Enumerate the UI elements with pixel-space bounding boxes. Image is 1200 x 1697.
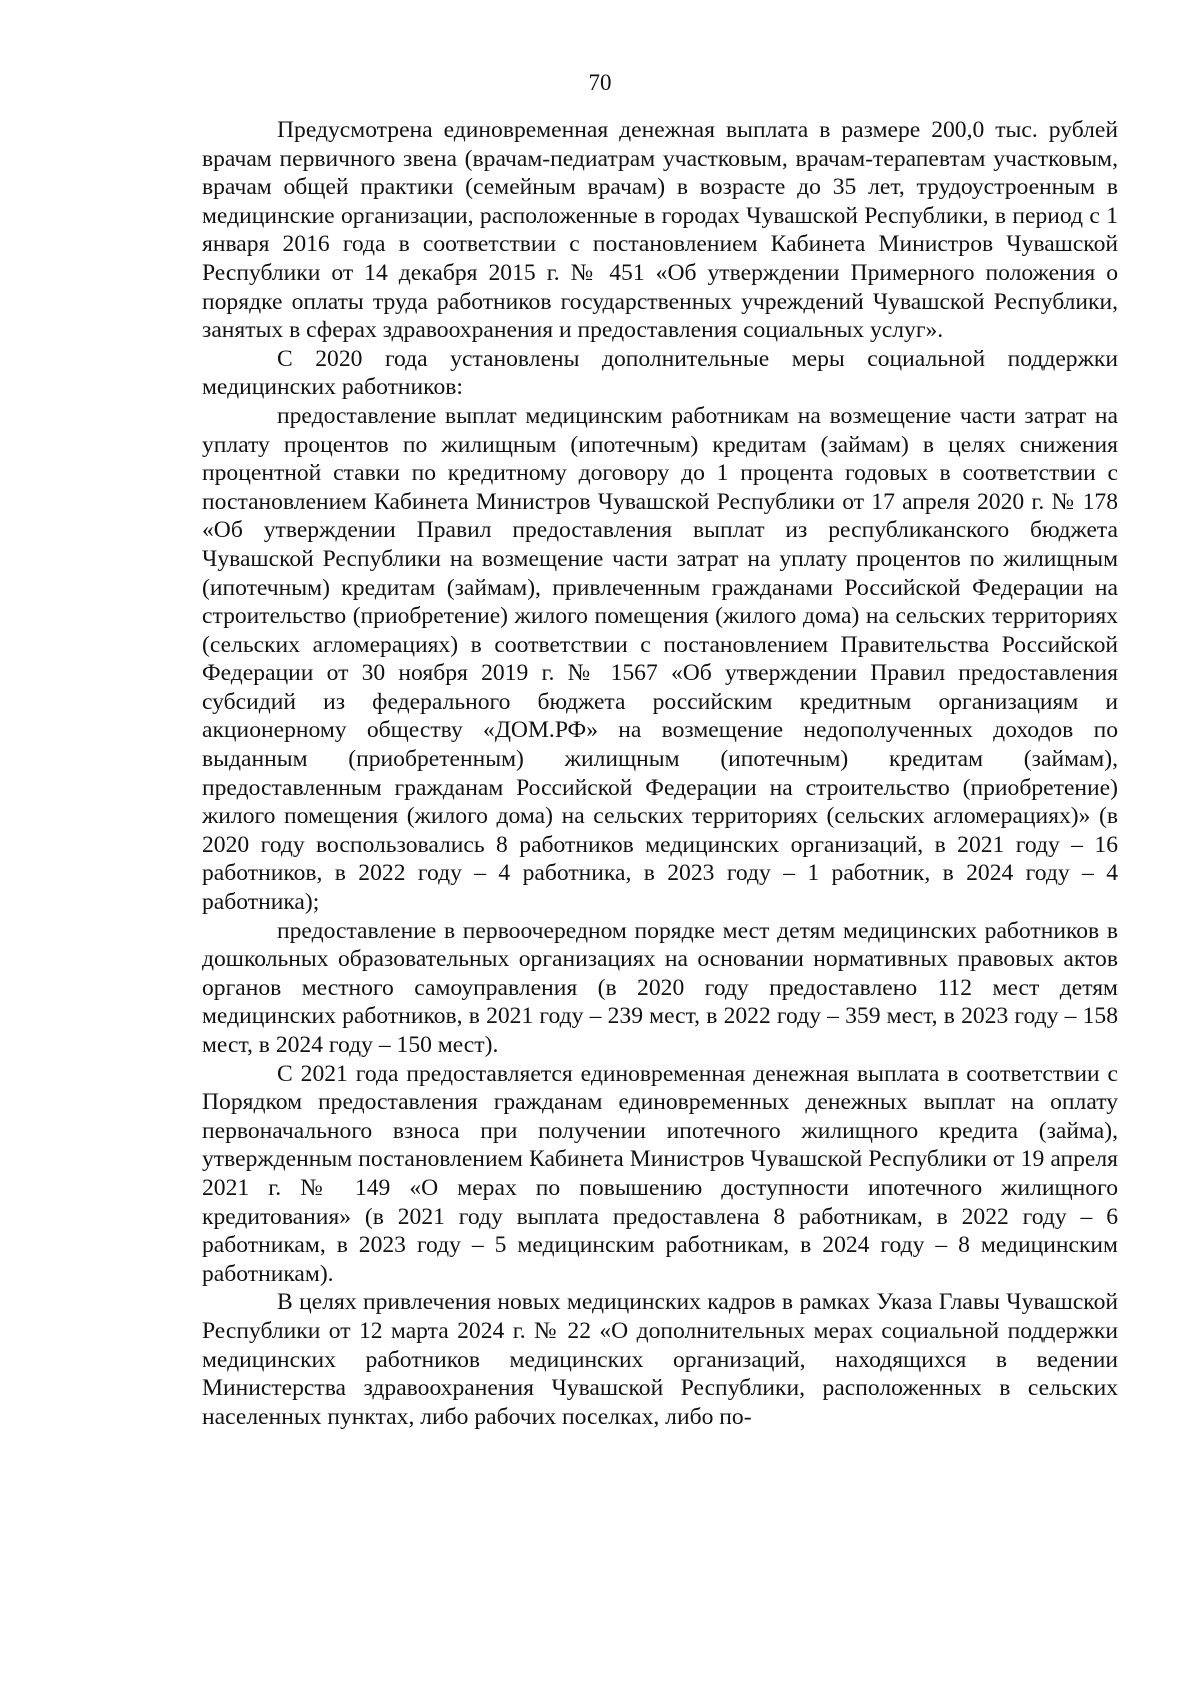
paragraph-additional-measures: С 2020 года установлены дополнительные меры социальной поддержки медицинских работников: [202, 345, 1118, 401]
paragraph-new-staff: В целях привлечения новых медицинских кадров в рамках Указа Главы Чувашской Республики от 12 марта 2024 г. № 22 «О дополнительных мерах социальной поддержки медицинских работников медицинских организаций, находящихся в ведении Министерства здравоохранения Чувашской Республики, расположенных в сельских населенных пунктах, либо рабочих поселках, либо по- [202, 1289, 1118, 1430]
paragraph-preschool-places: предоставление в первоочередном порядке мест детям медицинских работников в дошкольных образовательных организациях на основании нормативных правовых актов органов местного самоуправления (в 2020 году предоставлено 112 мест детям медицинских работников, в 2021 году – 239 мест, в 2022 году – 359 мест, в 2023 году – 158 мест, в 2024 году – 150 мест). [202, 917, 1118, 1058]
page-number: 70 [588, 70, 612, 95]
paragraph-down-payment: С 2021 года предоставляется единовременная денежная выплата в соответствии с Порядком предоставления гражданам единовременных денежных выплат на оплату первоначального взноса при получении ипотечного жилищного кредита (займа), утвержденным постановлением Кабинета Министров Чувашской Республики от 19 апреля 2021 г. № 149 «О мерах по повышению доступности ипотечного жилищного кредитования» (в 2021 году выплата предоставлена 8 работникам, в 2022 году – 6 работникам, в 2023 году – 5 медицинским работникам, в 2024 году – 8 медицинским работникам). [202, 1060, 1118, 1287]
paragraph-mortgage-interest: предоставление выплат медицинским работникам на возмещение части затрат на уплату процентов по жилищным (ипотечным) кредитам (займам) в целях снижения процентной ставки по кредитному договору до 1 процента годовых в соответствии с постановлением Кабинета Министров Чувашской Республики от 17 апреля 2020 г. № 178 «Об утверждении Правил предоставления выплат из республиканского бюджета Чувашской Республики на возмещение части затрат на уплату процентов по жилищным (ипотечным) кредитам (займам), привлеченным гражданами Российской Федерации на строительство (приобретение) жилого помещения (жилого дома) на сельских территориях (сельских агломерациях) в соответствии с постановлением Правительства Российской Федерации от 30 ноября 2019 г. № 1567 «Об утверждении Правил предоставления субсидий из федерального бюджета российским кредитным организациям и акционерному обществу «ДОМ.РФ» на возмещение недополученных доходов по выданным (приобретенным) жилищным (ипотечным) кредитам (займам), предоставленным гражданам Российской Федерации на строительство (приобретение) жилого помещения (жилого дома) на сельских территориях (сельских агломерациях)» (в 2020 году воспользовались 8 работников медицинских организаций, в 2021 году – 16 работников, в 2022 году – 4 работника, в 2023 году – 1 работник, в 2024 году – 4 работника); [202, 402, 1118, 916]
paragraph-lump-sum-payment: Предусмотрена единовременная денежная выплата в размере 200,0 тыс. рублей врачам первичного звена (врачам-педиатрам участковым, врачам-терапевтам участковым, врачам общей практики (семейным врачам) в возрасте до 35 лет, трудоустроенным в медицинские организации, расположенные в городах Чувашской Республики, в период с 1 января 2016 года в соответствии с постановлением Кабинета Министров Чувашской Республики от 14 декабря 2015 г. № 451 «Об утверждении Примерного положения о порядке оплаты труда работников государственных учреждений Чувашской Республики, занятых в сферах здравоохранения и предоставления социальных услуг». [202, 117, 1118, 344]
body-text [202, 116, 1118, 1431]
